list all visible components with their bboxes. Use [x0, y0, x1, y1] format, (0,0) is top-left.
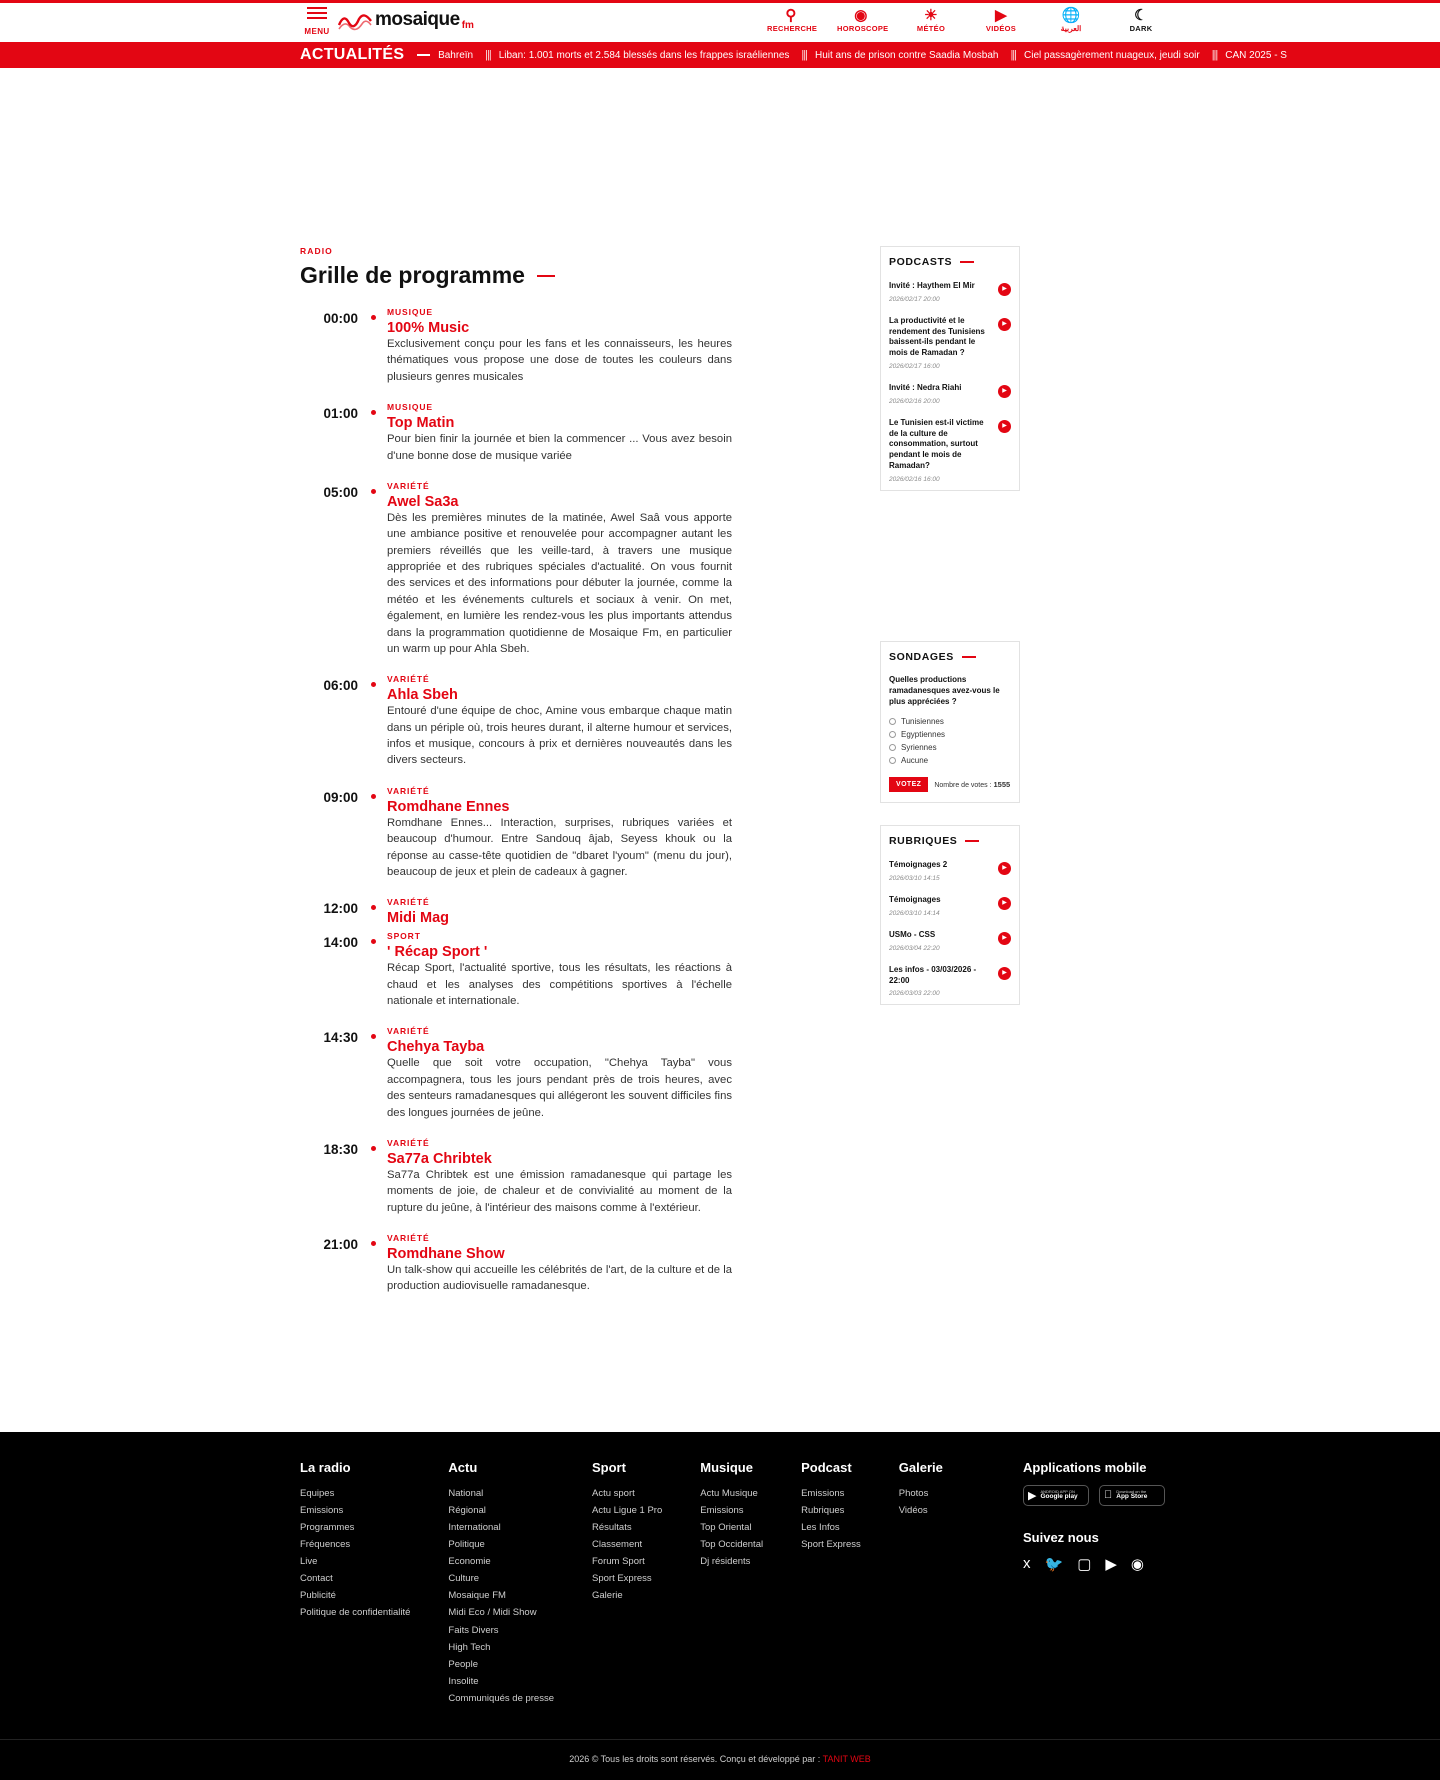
footer-link-item [448, 1502, 554, 1519]
footer-link-item [300, 1553, 410, 1570]
footer-link-item [448, 1656, 554, 1673]
footer-link[interactable]: Equipes [300, 1487, 335, 1499]
footer-link-item [300, 1570, 410, 1587]
program-category: MUSIQUE [387, 402, 433, 413]
program-name[interactable]: Awel Sa3a [387, 493, 459, 510]
menu-label: MENU [304, 27, 330, 36]
facebook-icon[interactable]: x [1023, 1554, 1031, 1572]
play-icon[interactable]: ▶ [998, 932, 1011, 945]
list-item[interactable] [881, 377, 1019, 412]
horoscope-icon: ◉ [854, 7, 868, 24]
footer-link[interactable]: Actu Musique [700, 1487, 758, 1499]
page-title [300, 262, 850, 289]
videos-tool[interactable] [977, 7, 1025, 33]
footer-link[interactable]: Dj résidents [700, 1556, 751, 1568]
footer-link-item [592, 1502, 662, 1519]
program-body [358, 897, 850, 928]
footer-link[interactable]: International [448, 1521, 501, 1533]
item-date: 2026/03/10 14:14 [889, 909, 940, 917]
footer-link[interactable]: Politique de confidentialité [300, 1607, 411, 1619]
widget-dash [962, 656, 976, 658]
footer-link-item [448, 1690, 554, 1707]
program-body [358, 1233, 850, 1309]
arabic-tool-label: العربية [1060, 24, 1082, 33]
program-name[interactable]: Ahla Sbeh [387, 687, 458, 704]
footer-link[interactable]: Top Occidental [700, 1539, 764, 1551]
program-row [300, 402, 850, 478]
program-time: 14:00 [323, 935, 358, 951]
program-description: Quelle que soit votre occupation, "Chehya Tayba" vous accompagnera, tous les jours pendant près de trois heures, avec des senteurs ramadanesques qui allégeront les souvent difficiles fins des longues journées de jeûne. [387, 1057, 732, 1119]
play-badge-line2: Google play [1040, 1492, 1078, 1500]
sondages-header [881, 642, 1019, 670]
logo-text: mosaique [375, 9, 460, 30]
copyright-text: 2026 © Tous les droits sont réservés. Conçu et développé par : [569, 1753, 821, 1764]
program-time: 14:30 [323, 1030, 358, 1046]
program-time: 21:00 [323, 1237, 358, 1252]
ticker-separator-icon: ||| [485, 49, 491, 61]
footer-link-item [300, 1536, 410, 1553]
program-body [358, 481, 850, 671]
footer-column [448, 1460, 554, 1707]
footer-link-item [592, 1485, 662, 1502]
list-item[interactable] [881, 310, 1019, 377]
sidebar-column [880, 246, 1020, 1027]
footer-link-item [592, 1536, 662, 1553]
footer-column-title: Podcast [801, 1459, 852, 1475]
podcasts-header [881, 247, 1019, 275]
footer-column-title: Galerie [898, 1459, 943, 1475]
credit-link[interactable]: TANIT WEB [822, 1753, 871, 1764]
footer-link[interactable]: Top Oriental [700, 1521, 752, 1533]
footer-link-item [899, 1502, 943, 1519]
poll-option[interactable] [881, 741, 1019, 754]
program-category: VARIÉTÉ [387, 785, 430, 796]
ticker-separator-icon: ||| [1211, 49, 1218, 61]
play-icon[interactable]: ▶ [998, 283, 1011, 296]
footer-link-item [300, 1604, 410, 1621]
item-title: La productivité et le rendement des Tunisiens baissent-ils pendant le mois de Ramadan ? [889, 315, 985, 358]
play-icon[interactable]: ▶ [998, 967, 1011, 980]
footer-column [899, 1460, 943, 1707]
footer-link-item [700, 1485, 763, 1502]
horoscope-tool[interactable] [837, 7, 889, 33]
program-category: VARIÉTÉ [387, 480, 430, 491]
footer-link-item [592, 1587, 662, 1604]
program-body [358, 786, 850, 895]
footer-link[interactable]: Politique [448, 1539, 485, 1551]
site-logo[interactable] [338, 9, 474, 31]
footer-link[interactable]: Actu sport [592, 1487, 635, 1499]
list-item[interactable] [881, 924, 1019, 959]
footer-link-item [899, 1485, 943, 1502]
footer-link[interactable]: Mosaique FM [448, 1590, 506, 1602]
list-item[interactable] [881, 959, 1019, 1005]
program-time: 18:30 [323, 1141, 358, 1157]
program-description: Sa77a Chribtek est une émission ramadanesque qui partage les moments de joie, de chaleur et de convivialité au moment de la rupture du jeûne, à l'intérieur des maisons comme à l'extérieur. [387, 1168, 732, 1214]
footer-link[interactable]: Emissions [700, 1504, 744, 1516]
footer-link-item [448, 1604, 554, 1621]
footer-link[interactable]: Culture [448, 1573, 480, 1585]
widget-dash [965, 840, 979, 842]
play-badge-line1: ANDROID APP ON [1040, 1488, 1075, 1494]
list-item[interactable] [881, 275, 1019, 310]
globe-icon: 🌐 [1061, 7, 1081, 24]
play-icon[interactable]: ▶ [998, 420, 1011, 433]
ticker-item[interactable]: Bahreïn [438, 49, 474, 61]
footer-link-item [300, 1587, 410, 1604]
program-body [358, 1026, 850, 1135]
footer-link[interactable]: Insolite [448, 1675, 479, 1687]
widget-dash [960, 261, 974, 263]
footer-link[interactable]: High Tech [448, 1641, 491, 1653]
poll-option[interactable] [881, 754, 1019, 767]
video-icon: ▶ [995, 7, 1007, 24]
social-links [1023, 1555, 1165, 1573]
footer-link[interactable]: Contact [300, 1573, 333, 1585]
app-store-badge[interactable] [1099, 1485, 1165, 1506]
item-title: Invité : Nedra Riahi [889, 382, 962, 392]
footer-link[interactable]: Programmes [300, 1521, 355, 1533]
footer-link[interactable]: Sport Express [801, 1539, 861, 1551]
program-row [300, 931, 850, 1023]
footer-link-item [801, 1519, 861, 1536]
footer-link-item [448, 1553, 554, 1570]
footer-link-item [700, 1519, 763, 1536]
program-description: Dès les premières minutes de la matinée, Awel Saâ vous apporte une ambiance positive et renouvelée pour accompagner autant les premiers réveillés que les veille-tard, à travers une musique appropriée et des rubriques spéciales d'actualité. On vous fournit des services et des informations pour débuter la journée, comme la météo et les événements culturels et sociaux à venir. On met, également, en lumière les rendez-vous les plus importants attendus dans la programmation quotidienne de Mosaique Fm, en particulier un warm up pour Ahla Sbeh. [387, 511, 732, 655]
ticker-item[interactable]: CAN 2025 - S [1225, 49, 1287, 61]
sondages-title: SONDAGES [889, 650, 954, 663]
footer-link[interactable]: Actu Ligue 1 Pro [592, 1504, 663, 1516]
rubriques-list [881, 854, 1019, 1004]
footer-column-title: Musique [700, 1459, 753, 1475]
footer-link-item [448, 1485, 554, 1502]
page-kicker: RADIO [300, 246, 333, 256]
ticker-item[interactable]: Huit ans de prison contre Saadia Mosbah [815, 49, 999, 61]
footer-link-item [592, 1519, 662, 1536]
poll-option[interactable] [881, 715, 1019, 728]
arabic-tool[interactable] [1047, 7, 1095, 33]
program-name[interactable]: Top Matin [387, 415, 455, 432]
youtube-icon[interactable]: ▶ [1105, 1555, 1117, 1573]
footer-link[interactable]: Emissions [801, 1487, 845, 1499]
podcasts-title: PODCASTS [889, 256, 953, 268]
appstore-badge-line2: App Store [1108, 1492, 1140, 1500]
program-time: 01:00 [323, 406, 358, 422]
footer-column [592, 1460, 662, 1707]
poll-option-label: Syriennes [901, 743, 937, 753]
program-description: Récap Sport, l'actualité sportive, tous les résultats, les réactions à chaud et les analyses des compétitions sportives à l'échelle nationale et internationale. [387, 962, 732, 1007]
program-description: Un talk-show qui accueille les célébrités de l'art, de la culture et de la production audiovisuelle ramadanesque. [387, 1264, 732, 1293]
votes-number: 1555 [993, 780, 1011, 790]
store-badges [1023, 1485, 1165, 1506]
program-body [358, 307, 850, 399]
rubriques-header [881, 826, 1019, 854]
program-schedule [300, 307, 850, 1309]
program-row [300, 481, 850, 671]
program-description: Entouré d'une équipe de choc, Amine vous embarque chaque matin dans un périple où, trois heures durant, il alterne humour et services, infos et musique, concours à prix et dernières nouveautés dans les divers secteurs. [387, 705, 732, 767]
footer-column-title: La radio [300, 1459, 351, 1475]
item-text [889, 418, 992, 483]
footer-link-item [448, 1622, 554, 1639]
copyright-bar [0, 1739, 1440, 1780]
footer-link[interactable]: Régional [448, 1504, 486, 1516]
program-name[interactable]: Midi Mag [387, 910, 450, 927]
footer-link-item [700, 1553, 763, 1570]
item-date: 2026/02/17 16:00 [889, 362, 940, 370]
list-item[interactable] [881, 412, 1019, 490]
program-body [358, 674, 850, 783]
footer-link-item [448, 1536, 554, 1553]
footer-link[interactable]: National [448, 1487, 484, 1499]
footer-link[interactable]: Economie [448, 1556, 491, 1568]
item-text [889, 281, 992, 303]
program-time: 12:00 [323, 901, 358, 917]
meteo-tool[interactable] [907, 7, 955, 33]
play-icon[interactable]: ▶ [998, 897, 1011, 910]
poll-option-label: Aucune [901, 756, 929, 766]
instagram-icon[interactable]: ▢ [1077, 1555, 1092, 1573]
ticker-items [438, 49, 1297, 61]
google-play-badge[interactable] [1023, 1485, 1089, 1506]
poll-question: Quelles productions ramadanesques avez-vous le plus appréciées ? [889, 674, 1000, 707]
footer-link-item [300, 1485, 410, 1502]
footer-link[interactable]: Live [300, 1556, 318, 1568]
program-row [300, 1138, 850, 1230]
footer-link-item [801, 1485, 861, 1502]
item-date: 2026/03/03 22:00 [889, 990, 940, 998]
footer-link[interactable]: Communiqués de presse [448, 1692, 554, 1704]
footer-link[interactable]: People [448, 1658, 478, 1670]
poll-options [881, 715, 1019, 767]
item-text [889, 930, 992, 952]
play-icon[interactable]: ▶ [998, 862, 1011, 875]
footer-link[interactable]: Sport Express [592, 1573, 652, 1585]
ad-banner-zone [0, 68, 1440, 246]
dark-mode-label: DARK [1129, 24, 1153, 33]
footer-link[interactable]: Rubriques [801, 1504, 845, 1516]
item-text [889, 383, 992, 405]
program-category: VARIÉTÉ [387, 1233, 430, 1243]
program-description: Romdhane Ennes... Interaction, surprises, rubriques variées et beaucoup d'humour. Entre Sandouq âjab, Seyess khouk ou la réponse au casse-tête quotidien de "dbaret l'youm" (menu du jour), beaucoup de jeux et plein de cadeaux à gagner. [387, 816, 732, 878]
footer-column-title: Sport [592, 1459, 626, 1475]
program-name[interactable]: Romdhane Show [387, 1246, 505, 1262]
footer-link[interactable]: Forum Sport [592, 1556, 645, 1568]
radio-icon[interactable] [889, 744, 896, 751]
item-date: 2026/03/04 22:20 [889, 944, 940, 952]
program-body [358, 931, 850, 1023]
footer-link-item [448, 1587, 554, 1604]
poll-option-label: Egyptiennes [901, 730, 946, 740]
wave-icon [338, 11, 372, 31]
footer-link[interactable]: Galerie [592, 1590, 623, 1602]
search-tool-label: RECHERCHE [767, 24, 818, 33]
program-name[interactable]: Chehya Tayba [387, 1039, 485, 1056]
ticker-title: ACTUALITÉS [300, 46, 438, 64]
program-row [300, 307, 850, 399]
footer-link-item [448, 1570, 554, 1587]
footer-link-item [592, 1570, 662, 1587]
footer-link[interactable]: Midi Eco / Midi Show [448, 1607, 537, 1619]
page-title-text: Grille de programme [300, 262, 525, 288]
program-body [358, 402, 850, 478]
play-icon: ▶ [1028, 1489, 1037, 1502]
podcasts-list [881, 275, 1019, 490]
footer-link-item [801, 1502, 861, 1519]
footer-link-item [448, 1519, 554, 1536]
item-date: 2026/02/17 20:00 [889, 295, 940, 303]
program-category: VARIÉTÉ [387, 1137, 430, 1148]
program-name[interactable]: Romdhane Ennes [387, 798, 510, 815]
radio-icon[interactable] [889, 718, 896, 725]
apps-title: Applications mobile [1023, 1459, 1147, 1475]
footer-link[interactable]: Publicité [300, 1590, 336, 1602]
footer-link[interactable]: Fréquences [300, 1539, 351, 1551]
header-tools [767, 7, 1165, 33]
item-title: Les infos - 03/03/2026 - 22:00 [889, 964, 977, 985]
ticker-separator-icon: ||| [1010, 49, 1017, 61]
program-row [300, 674, 850, 783]
footer-link-item [801, 1536, 861, 1553]
menu-button[interactable] [300, 7, 334, 37]
program-row [300, 1026, 850, 1135]
search-icon: ⚲ [785, 7, 797, 24]
program-row [300, 786, 850, 895]
hamburger-icon [300, 7, 334, 19]
meteo-tool-label: MÉTÉO [916, 24, 946, 33]
dark-mode-tool[interactable] [1117, 7, 1165, 33]
footer-link[interactable]: Résultats [592, 1521, 632, 1533]
radio-icon[interactable] [889, 731, 896, 738]
footer-link-item [448, 1639, 554, 1656]
ticker-item[interactable]: Liban: 1.001 morts et 2.584 blessés dans les frappes israéliennes [498, 49, 790, 61]
item-title: Invité : Haythem El Mir [889, 281, 975, 290]
horoscope-tool-label: HOROSCOPE [837, 24, 889, 33]
rubriques-title: RUBRIQUES [889, 835, 958, 848]
item-date: 2026/02/16 16:00 [889, 475, 940, 483]
program-name[interactable]: 100% Music [387, 320, 470, 336]
podcasts-widget [880, 246, 1020, 491]
site-footer [0, 1432, 1440, 1780]
footer-link[interactable]: Classement [592, 1539, 643, 1551]
footer-link[interactable]: Les Infos [801, 1521, 840, 1533]
videos-tool-label: VIDÉOS [985, 24, 1017, 33]
item-text [889, 965, 992, 998]
list-item[interactable] [881, 854, 1019, 889]
item-text [889, 316, 992, 370]
item-text [889, 895, 992, 917]
item-title: Témoignages [889, 895, 941, 905]
footer-apps-column [1023, 1460, 1165, 1707]
page-body [0, 246, 1440, 1312]
apple-icon [1104, 1489, 1112, 1501]
item-date: 2026/02/16 20:00 [889, 397, 940, 405]
program-category: VARIÉTÉ [387, 674, 430, 685]
item-text [889, 860, 992, 882]
program-category: VARIÉTÉ [387, 1026, 430, 1037]
program-row [300, 897, 850, 928]
ticker-item[interactable]: Ciel passagèrement nuageux, jeudi soir [1024, 49, 1200, 61]
program-name[interactable]: Sa77a Chribtek [387, 1150, 492, 1167]
title-dash [537, 275, 555, 277]
footer-columns [0, 1460, 1440, 1707]
ticker-separator-icon: ||| [801, 49, 807, 61]
footer-link-columns [300, 1460, 981, 1707]
program-category: SPORT [387, 931, 421, 942]
footer-link-item [300, 1519, 410, 1536]
news-ticker [0, 42, 1440, 68]
program-time: 05:00 [323, 484, 358, 500]
program-name[interactable]: ' Récap Sport ' [387, 944, 488, 961]
poll-option-label: Tunisiennes [901, 717, 944, 727]
play-icon[interactable]: ▶ [998, 318, 1011, 331]
footer-link-item [700, 1502, 763, 1519]
program-description: Pour bien finir la journée et bien la commencer ... Vous avez besoin d'une bonne dose de musique variée [387, 433, 732, 462]
radio-icon[interactable] [889, 757, 896, 764]
poll-option[interactable] [881, 728, 1019, 741]
votes-label: Nombre de votes : [934, 782, 992, 790]
rubriques-widget [880, 825, 1020, 1005]
follow-title: Suivez nous [1023, 1529, 1099, 1545]
program-time: 06:00 [323, 678, 358, 694]
list-item[interactable] [881, 889, 1019, 924]
footer-link[interactable]: Faits Divers [448, 1624, 499, 1636]
footer-link-item [700, 1536, 763, 1553]
poll-footer [881, 767, 1019, 802]
footer-link[interactable]: Emissions [300, 1504, 344, 1516]
ticker-dash [417, 54, 430, 56]
item-title: USMo - CSS [889, 929, 936, 939]
vote-button[interactable]: VOTEZ [889, 777, 928, 792]
program-category: VARIÉTÉ [387, 897, 430, 908]
program-category: MUSIQUE [387, 307, 433, 317]
program-time: 00:00 [323, 311, 358, 326]
program-description: Exclusivement conçu pour les fans et les connaisseurs, les heures thématiques vous propose une dose de toutes les couleurs dans plusieurs genres musicales [387, 338, 732, 383]
sondages-widget [880, 641, 1020, 804]
rss-icon[interactable]: ◉ [1130, 1555, 1145, 1573]
main-column [300, 246, 850, 1312]
logo-fm: fm [461, 20, 474, 31]
footer-column [801, 1460, 861, 1707]
footer-link-item [448, 1673, 554, 1690]
footer-link[interactable]: Photos [898, 1487, 929, 1499]
footer-link-item [300, 1502, 410, 1519]
site-header [0, 0, 1440, 42]
twitter-icon[interactable]: 🐦 [1044, 1555, 1064, 1573]
program-time: 09:00 [323, 789, 358, 805]
program-body [358, 1138, 850, 1230]
play-icon[interactable]: ▶ [998, 385, 1011, 398]
footer-link[interactable]: Vidéos [898, 1504, 928, 1516]
footer-column-title: Actu [448, 1459, 478, 1475]
item-title: Témoignages 2 [889, 860, 948, 870]
footer-column [300, 1460, 410, 1707]
item-date: 2026/03/10 14:15 [889, 875, 940, 883]
program-row [300, 1233, 850, 1309]
footer-column [700, 1460, 763, 1707]
votes-count [934, 780, 1010, 789]
sun-icon: ☀ [924, 7, 938, 24]
item-title: Le Tunisien est-il victime de la culture de consommation, surtout pendant le mois de Ramadan? [889, 417, 984, 470]
search-tool[interactable] [767, 7, 818, 33]
footer-link-item [592, 1553, 662, 1570]
appstore-badge-line1: Download on the [1108, 1488, 1139, 1494]
moon-icon: ☾ [1134, 7, 1148, 24]
